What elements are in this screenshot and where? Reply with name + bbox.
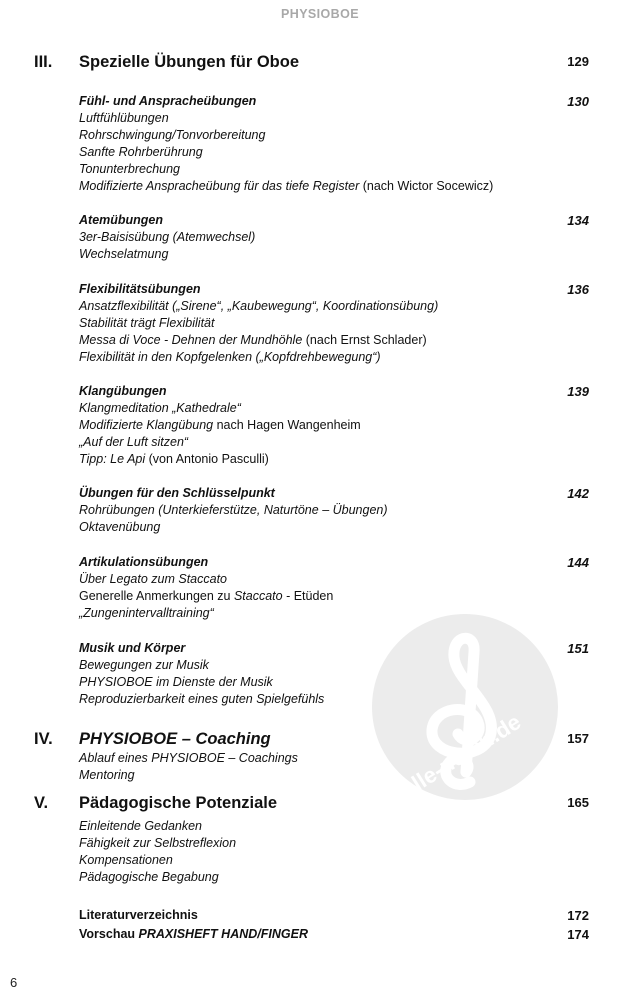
chapter-v [34,792,589,814]
toc-line: Pädagogische Begabung [79,870,219,884]
section-title: Flexibilitätsübungen [79,282,201,296]
preview-prefix: Vorschau [79,927,139,941]
toc-line: Tonunterbrechung [79,162,181,176]
toc-line: Sanfte Rohrberührung [79,145,203,159]
chapter-page: 157 [567,731,589,746]
chapter-number: IV. [34,730,53,748]
section-page: 144 [567,555,589,570]
toc-line: Tipp: Le Api (von Antonio Pasculli) [79,452,269,466]
toc-line: Stabilität trägt Flexibilität [79,316,215,330]
section-page: 139 [567,384,589,399]
toc-line: Ablauf eines PHYSIOBOE – Coachings [79,751,298,765]
chapter-iii [34,51,589,73]
toc-line: „Auf der Luft sitzen“ [79,435,189,449]
section-flex [79,281,589,366]
section-title: Artikulationsübungen [79,555,209,569]
chapter-number: V. [34,794,49,812]
toc-line: Reproduzierbarkeit eines guten Spielgefühls [79,692,325,706]
toc-line: Rohrschwingung/Tonvorbereitung [79,128,266,142]
section-page: 136 [567,282,589,297]
page-number: 6 [10,975,18,990]
chapter-iv-items [79,750,589,784]
section-page: 130 [567,94,589,109]
running-header: PHYSIOBOE [281,7,359,21]
preview-page: 174 [567,927,589,942]
toc-line: Rohrübungen (Unterkieferstütze, Naturtöne – Übungen) [79,503,388,517]
preview-entry [79,925,589,944]
toc-line: Modifizierte Klangübung nach Hagen Wangenheim [79,418,361,432]
bibliography-page: 172 [567,908,589,923]
section-schluessel [79,485,589,536]
toc-line: PHYSIOBOE im Dienste der Musik [79,675,273,689]
section-title: Musik und Körper [79,641,186,655]
section-page: 142 [567,486,589,501]
section-title: Klangübungen [79,384,167,398]
chapter-number: III. [34,53,53,71]
table-of-contents [34,51,589,944]
bibliography-label: Literaturverzeichnis [79,908,198,922]
chapter-v-items [79,818,589,886]
chapter-title: Pädagogische Potenziale [79,794,278,812]
section-title: Übungen für den Schlüsselpunkt [79,486,275,500]
section-page: 134 [567,213,589,228]
toc-line: Oktavenübung [79,520,161,534]
chapter-iv [34,728,589,750]
toc-line: Fähigkeit zur Selbstreflexion [79,836,237,850]
section-artikulation [79,554,589,622]
section-fuehl [79,93,589,195]
toc-line: Wechselatmung [79,247,169,261]
preview-title: PRAXISHEFT HAND/FINGER [138,927,308,941]
chapter-page: 165 [567,795,589,810]
section-atem [79,212,589,263]
toc-line: Bewegungen zur Musik [79,658,209,672]
toc-line: 3er-Baisisübung (Atemwechsel) [79,230,256,244]
toc-line: Kompensationen [79,853,173,867]
section-musik [79,640,589,708]
chapter-page: 129 [567,54,589,69]
toc-line: Modifizierte Ansprachеübung für das tiefe Register (nach Wictor Socewicz) [79,179,494,193]
section-title: Fühl- und Ansprachеübungen [79,94,257,108]
toc-line: Mentoring [79,768,135,782]
chapter-title: PHYSIOBOE – Coaching [79,730,271,748]
toc-line: Luftfühlübungen [79,111,169,125]
toc-line: Generelle Anmerkungen zu Staccato - Etüden [79,589,334,603]
section-klang [79,383,589,468]
toc-line: „Zungenintervalltraining“ [79,606,214,620]
toc-line: Ansatzflexibilität („Sirene“, „Kaubewegung“, Koordinationsübung) [79,299,439,313]
chapter-title: Spezielle Übungen für Oboe [79,53,300,71]
section-title: Atemübungen [79,213,164,227]
watermark-text: alle-noten.de [396,709,526,802]
toc-line: Messa di Voce - Dehnen der Mundhöhle (nach Ernst Schlader) [79,333,427,347]
bibliography-entry [79,906,589,925]
section-page: 151 [567,641,589,656]
toc-line: Einleitende Gedanken [79,819,203,833]
toc-line: Über Legato zum Staccato [79,572,227,586]
toc-line: Klangmeditation „Kathedrale“ [79,401,241,415]
toc-line: Flexibilität in den Kopfgelenken („Kopfdrehbewegung“) [79,350,381,364]
